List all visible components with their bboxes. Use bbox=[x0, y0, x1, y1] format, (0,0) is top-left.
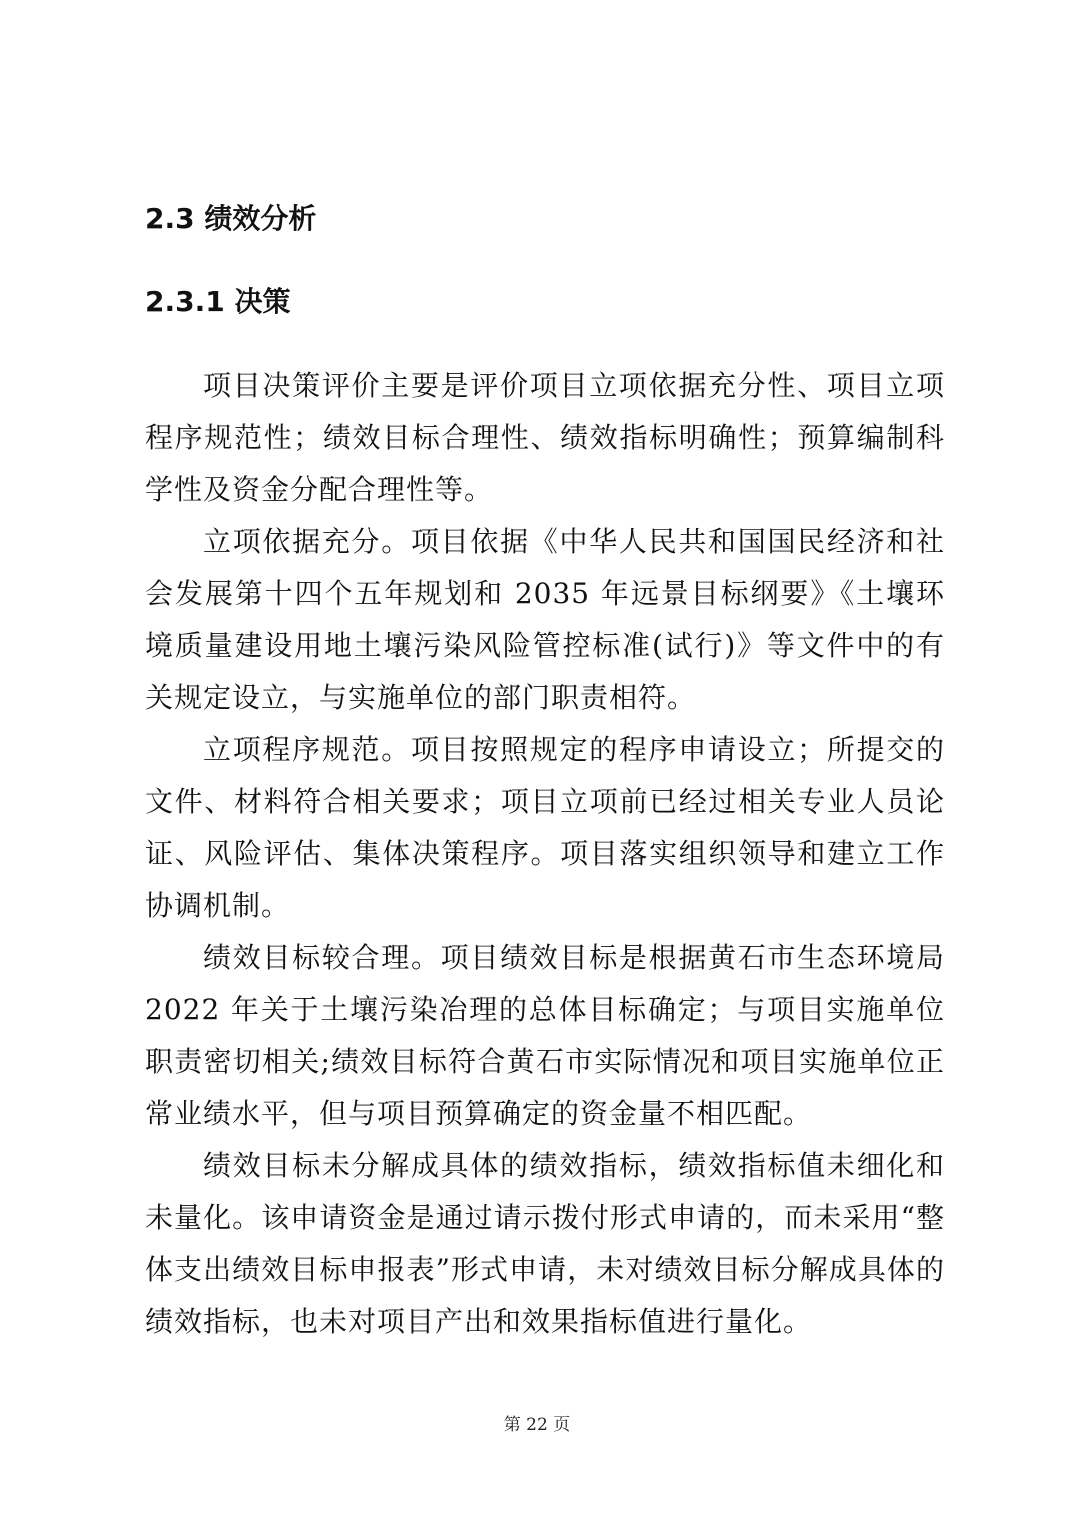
paragraph: 绩效目标较合理。项目绩效目标是根据黄石市生态环境局 2022 年关于土壤污染冶理的总体目标确定；与项目实施单位职责密切相关;绩效目标符合黄石市实际情况和项目实施单位正常业绩水平，但与项目预算确定的资金量不相匹配。 bbox=[145, 941, 945, 1130]
section-heading: 2.3 绩效分析 bbox=[145, 202, 317, 235]
paragraph: 项目决策评价主要是评价项目立项依据充分性、项目立项程序规范性；绩效目标合理性、绩效指标明确性；预算编制科学性及资金分配合理性等。 bbox=[145, 369, 945, 506]
paragraph: 绩效目标未分解成具体的绩效指标，绩效指标值未细化和未量化。该申请资金是通过请示拨付形式申请的，而未采用“整体支出绩效目标申报表”形式申请，未对绩效目标分解成具体的绩效指标，也未对项目产出和效果指标值进行量化。 bbox=[145, 1149, 945, 1338]
body-text bbox=[145, 360, 945, 1348]
subsection-heading: 2.3.1 决策 bbox=[145, 285, 291, 318]
paragraph: 立项依据充分。项目依据《中华人民共和国国民经济和社会发展第十四个五年规划和 2035 年远景目标纲要》《土壤环境质量建设用地土壤污染风险管控标准(试行)》等文件中的有关规定设立，与实施单位的部门职责相符。 bbox=[145, 525, 945, 714]
page-number: 第 22 页 bbox=[503, 1415, 571, 1435]
paragraph: 立项程序规范。项目按照规定的程序申请设立；所提交的文件、材料符合相关要求；项目立项前已经过相关专业人员论证、风险评估、集体决策程序。项目落实组织领导和建立工作协调机制。 bbox=[145, 733, 945, 922]
